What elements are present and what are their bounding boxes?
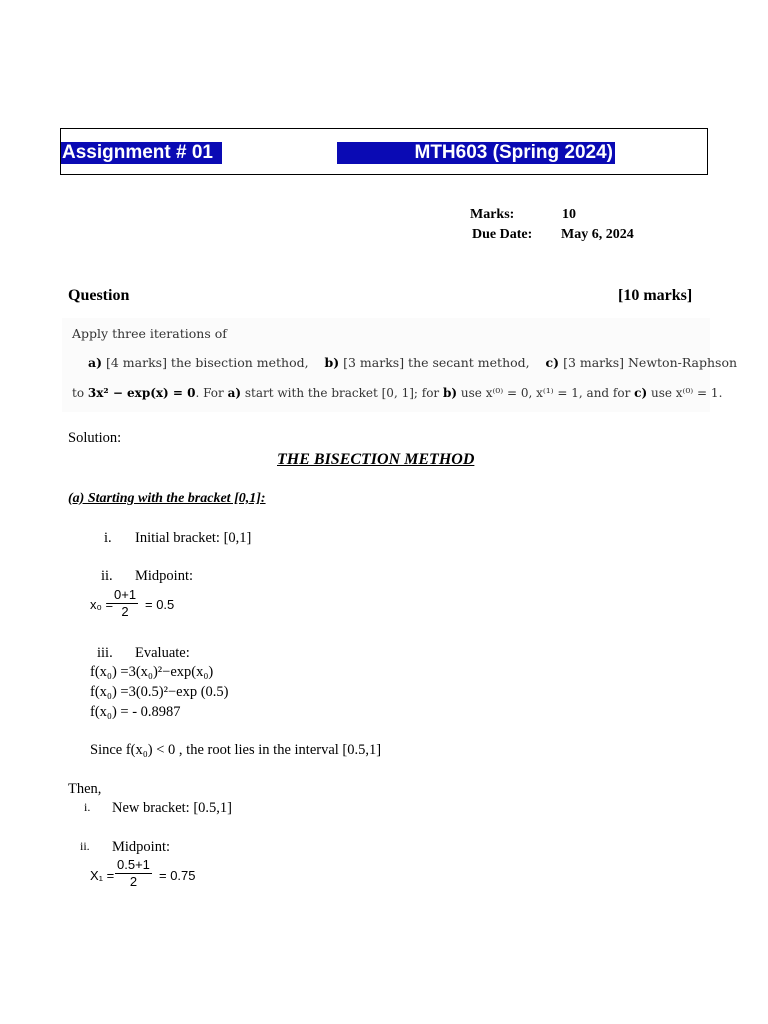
new-step-i-text: New bracket: [0.5,1]: [112, 800, 232, 816]
root-interval-statement: Since f(x₀) < 0 , the root lies in the interval [0.5,1]: [90, 742, 382, 758]
step-ii-text: Midpoint:: [135, 568, 194, 584]
course-title: MTH603 (Spring 2024): [337, 142, 615, 164]
part-a-text: [4 marks] the bisection method,: [106, 355, 309, 370]
due-date-value: May 6, 2024: [561, 227, 634, 242]
part-b-text: [3 marks] the secant method,: [343, 355, 530, 370]
step-iii-text: Evaluate:: [135, 645, 190, 661]
equation: 3x² − exp(x) = 0: [87, 386, 196, 400]
solution-label: Solution:: [68, 430, 122, 446]
question-title: Question: [68, 287, 130, 304]
marks-label: Marks:: [470, 207, 515, 222]
assignment-header: [60, 128, 708, 175]
text-secant-init: use x⁽⁰⁾ = 0, x⁽¹⁾ = 1, and for: [460, 386, 631, 400]
x1-result: = 0.75: [159, 868, 196, 883]
new-step-ii-text: Midpoint:: [112, 839, 171, 855]
marks-value: 10: [562, 207, 576, 222]
x1-numerator: 0.5+1: [117, 857, 150, 872]
text-newton-init: use x⁽⁰⁾ = 1.: [650, 386, 723, 400]
subsection-heading: (a) Starting with the bracket [0,1]:: [68, 491, 266, 506]
ref-c: c): [634, 386, 648, 400]
x1-fraction: [115, 857, 152, 890]
step-i-text: Initial bracket: [0,1]: [135, 530, 252, 546]
new-step-ii-number: ii.: [80, 839, 90, 853]
x1-denominator: 2: [129, 874, 138, 889]
x0-numerator: 0+1: [114, 587, 137, 602]
evaluate-line-1: f(x₀) =3(x₀)²−exp(x₀): [90, 664, 214, 680]
question-line-3: [72, 386, 722, 400]
ref-a: a): [227, 386, 242, 400]
text-for-1: . For: [195, 386, 224, 400]
part-c-text: [3 marks] Newton-Raphson: [563, 355, 738, 370]
question-line-2: [88, 355, 737, 370]
evaluate-line-2: f(x₀) =3(0.5)²−exp (0.5): [90, 684, 229, 700]
x0-label: x₀ =: [90, 597, 114, 612]
step-ii-number: ii.: [101, 568, 113, 584]
part-c-label: c): [545, 355, 560, 370]
step-iii-number: iii.: [97, 645, 113, 661]
x0-denominator: 2: [121, 604, 129, 619]
due-date-label: Due Date:: [472, 227, 533, 242]
step-i-number: i.: [104, 530, 112, 546]
text-to: to: [72, 386, 85, 400]
x1-label: X₁ =: [90, 868, 115, 883]
part-b-label: b): [324, 355, 340, 370]
question-line-1: Apply three iterations of: [72, 326, 227, 341]
x0-fraction: [112, 587, 138, 620]
text-bracket: start with the bracket [0, 1]; for: [244, 386, 440, 400]
part-a-label: a): [88, 355, 103, 370]
ref-b: b): [442, 386, 458, 400]
assignment-number: Assignment # 01: [61, 142, 222, 164]
x0-result: = 0.5: [145, 597, 175, 612]
new-step-i-number: i.: [84, 800, 91, 814]
question-marks: [10 marks]: [618, 287, 693, 304]
section-heading: THE BISECTION METHOD: [277, 451, 475, 468]
then-label: Then,: [68, 781, 102, 797]
evaluate-line-3: f(x₀) = - 0.8987: [90, 704, 181, 720]
